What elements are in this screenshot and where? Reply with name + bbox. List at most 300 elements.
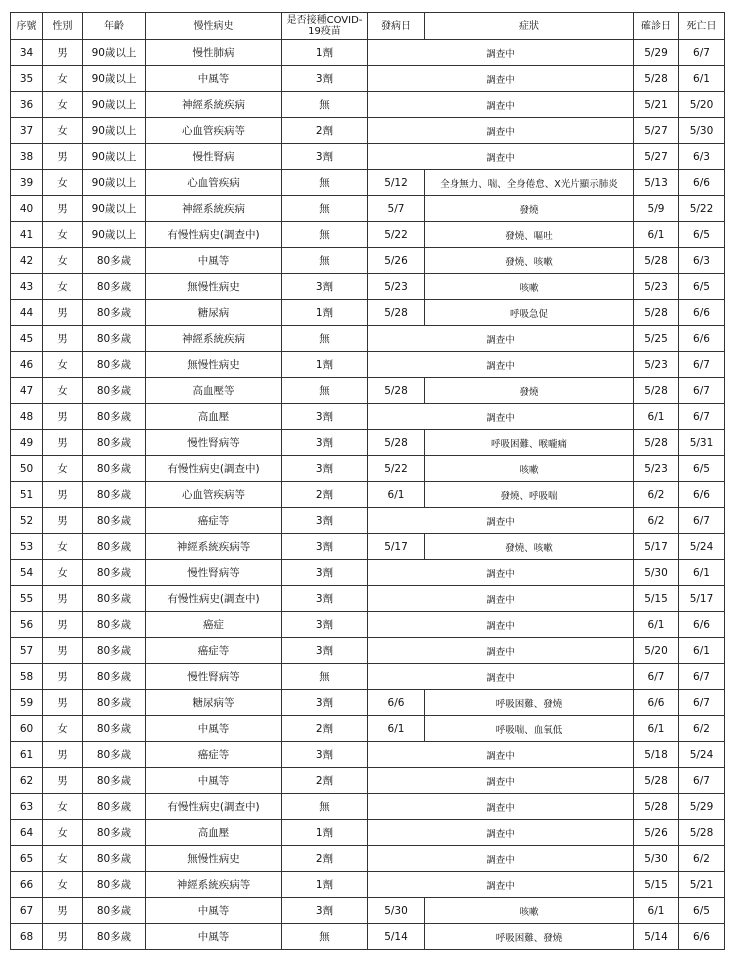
cell-sex: 女 <box>43 378 83 404</box>
cell-age: 80多歲 <box>83 534 146 560</box>
cell-death-date: 6/6 <box>679 924 725 950</box>
table-row <box>11 40 725 66</box>
cell-vaccine: 無 <box>282 664 368 690</box>
cell-symptoms: 發燒、呼吸喘 <box>425 482 634 508</box>
cell-chronic-history: 糖尿病等 <box>146 690 282 716</box>
table-row <box>11 196 725 222</box>
cell-symptoms: 咳嗽 <box>425 274 634 300</box>
table-row <box>11 534 725 560</box>
cell-symptoms: 呼吸困難、喉嚨痛 <box>425 430 634 456</box>
cell-chronic-history: 有慢性病史(調查中) <box>146 586 282 612</box>
cell-sex: 女 <box>43 352 83 378</box>
cell-age: 90歲以上 <box>83 40 146 66</box>
cell-id: 41 <box>11 222 43 248</box>
cell-vaccine: 3劑 <box>282 560 368 586</box>
cell-symptoms: 調查中 <box>368 560 634 586</box>
cell-chronic-history: 中風等 <box>146 768 282 794</box>
table-row <box>11 66 725 92</box>
table-row <box>11 690 725 716</box>
cell-age: 80多歲 <box>83 638 146 664</box>
cell-age: 80多歲 <box>83 716 146 742</box>
cell-age: 80多歲 <box>83 742 146 768</box>
cell-vaccine: 無 <box>282 170 368 196</box>
cell-id: 62 <box>11 768 43 794</box>
cell-age: 80多歲 <box>83 898 146 924</box>
cell-diagnosis-date: 5/13 <box>634 170 679 196</box>
cell-death-date: 6/7 <box>679 664 725 690</box>
cell-death-date: 6/7 <box>679 40 725 66</box>
cell-id: 57 <box>11 638 43 664</box>
table-row <box>11 612 725 638</box>
cell-onset-date: 5/22 <box>368 456 425 482</box>
cell-symptoms: 咳嗽 <box>425 898 634 924</box>
cell-sex: 女 <box>43 534 83 560</box>
cell-symptoms: 發燒、嘔吐 <box>425 222 634 248</box>
cell-symptoms: 調查中 <box>368 820 634 846</box>
cell-id: 44 <box>11 300 43 326</box>
cell-age: 80多歲 <box>83 456 146 482</box>
death-cases-table <box>10 12 725 950</box>
cell-age: 90歲以上 <box>83 66 146 92</box>
cell-sex: 女 <box>43 118 83 144</box>
header-death-date: 死亡日 <box>679 13 725 40</box>
cell-diagnosis-date: 5/27 <box>634 118 679 144</box>
table-row <box>11 586 725 612</box>
cell-id: 36 <box>11 92 43 118</box>
cell-chronic-history: 無慢性病史 <box>146 846 282 872</box>
cell-sex: 女 <box>43 846 83 872</box>
cell-sex: 女 <box>43 560 83 586</box>
cell-id: 40 <box>11 196 43 222</box>
cell-symptoms: 發燒 <box>425 196 634 222</box>
cell-id: 55 <box>11 586 43 612</box>
cell-death-date: 6/7 <box>679 352 725 378</box>
table-row <box>11 248 725 274</box>
cell-age: 80多歲 <box>83 664 146 690</box>
cell-chronic-history: 慢性腎病等 <box>146 664 282 690</box>
cell-symptoms: 調查中 <box>368 326 634 352</box>
cell-vaccine: 3劑 <box>282 638 368 664</box>
table-row <box>11 274 725 300</box>
cell-chronic-history: 神經系統疾病 <box>146 196 282 222</box>
cell-death-date: 5/22 <box>679 196 725 222</box>
cell-vaccine: 無 <box>282 196 368 222</box>
table-row <box>11 742 725 768</box>
cell-sex: 男 <box>43 612 83 638</box>
table-body <box>11 40 725 950</box>
cell-vaccine: 3劑 <box>282 612 368 638</box>
cell-sex: 女 <box>43 872 83 898</box>
cell-vaccine: 無 <box>282 794 368 820</box>
cell-vaccine: 2劑 <box>282 846 368 872</box>
cell-death-date: 6/3 <box>679 248 725 274</box>
cell-vaccine: 1劑 <box>282 40 368 66</box>
table-row <box>11 508 725 534</box>
cell-onset-date: 5/7 <box>368 196 425 222</box>
cell-age: 80多歲 <box>83 612 146 638</box>
cell-age: 90歲以上 <box>83 222 146 248</box>
cell-id: 34 <box>11 40 43 66</box>
cell-vaccine: 3劑 <box>282 508 368 534</box>
cell-id: 47 <box>11 378 43 404</box>
cell-diagnosis-date: 6/1 <box>634 404 679 430</box>
cell-onset-date: 5/26 <box>368 248 425 274</box>
cell-diagnosis-date: 6/1 <box>634 898 679 924</box>
cell-vaccine: 2劑 <box>282 482 368 508</box>
cell-onset-date: 5/28 <box>368 378 425 404</box>
cell-id: 68 <box>11 924 43 950</box>
cell-age: 90歲以上 <box>83 144 146 170</box>
cell-death-date: 6/6 <box>679 326 725 352</box>
cell-death-date: 6/3 <box>679 144 725 170</box>
cell-sex: 男 <box>43 404 83 430</box>
cell-diagnosis-date: 5/28 <box>634 66 679 92</box>
cell-death-date: 5/31 <box>679 430 725 456</box>
cell-age: 80多歲 <box>83 586 146 612</box>
cell-symptoms: 調查中 <box>368 508 634 534</box>
cell-age: 80多歲 <box>83 872 146 898</box>
cell-onset-date: 5/14 <box>368 924 425 950</box>
table-row <box>11 378 725 404</box>
cell-diagnosis-date: 6/2 <box>634 482 679 508</box>
cell-age: 80多歲 <box>83 924 146 950</box>
cell-diagnosis-date: 5/23 <box>634 456 679 482</box>
table-row <box>11 144 725 170</box>
cell-id: 65 <box>11 846 43 872</box>
cell-diagnosis-date: 6/7 <box>634 664 679 690</box>
cell-death-date: 6/7 <box>679 378 725 404</box>
cell-vaccine: 3劑 <box>282 430 368 456</box>
cell-diagnosis-date: 5/28 <box>634 794 679 820</box>
table-row <box>11 794 725 820</box>
cell-symptoms: 調查中 <box>368 404 634 430</box>
table-row <box>11 846 725 872</box>
cell-death-date: 5/28 <box>679 820 725 846</box>
cell-age: 80多歲 <box>83 404 146 430</box>
cell-chronic-history: 神經系統疾病 <box>146 326 282 352</box>
cell-vaccine: 3劑 <box>282 898 368 924</box>
cell-sex: 男 <box>43 924 83 950</box>
cell-chronic-history: 慢性肺病 <box>146 40 282 66</box>
cell-id: 39 <box>11 170 43 196</box>
table-row <box>11 222 725 248</box>
cell-vaccine: 3劑 <box>282 274 368 300</box>
cell-onset-date: 6/6 <box>368 690 425 716</box>
table-row <box>11 872 725 898</box>
cell-age: 80多歲 <box>83 560 146 586</box>
table-row <box>11 456 725 482</box>
cell-vaccine: 無 <box>282 222 368 248</box>
cell-sex: 男 <box>43 898 83 924</box>
cell-death-date: 6/6 <box>679 612 725 638</box>
cell-sex: 男 <box>43 768 83 794</box>
cell-death-date: 6/1 <box>679 560 725 586</box>
cell-diagnosis-date: 5/14 <box>634 924 679 950</box>
cell-diagnosis-date: 5/30 <box>634 560 679 586</box>
header-diagnosis-date: 確診日 <box>634 13 679 40</box>
cell-sex: 女 <box>43 92 83 118</box>
cell-symptoms: 調查中 <box>368 742 634 768</box>
cell-symptoms: 調查中 <box>368 66 634 92</box>
cell-symptoms: 調查中 <box>368 118 634 144</box>
cell-sex: 女 <box>43 794 83 820</box>
cell-chronic-history: 中風等 <box>146 66 282 92</box>
cell-id: 51 <box>11 482 43 508</box>
cell-death-date: 6/5 <box>679 222 725 248</box>
cell-age: 80多歲 <box>83 820 146 846</box>
cell-diagnosis-date: 5/9 <box>634 196 679 222</box>
cell-sex: 女 <box>43 248 83 274</box>
cell-id: 63 <box>11 794 43 820</box>
cell-diagnosis-date: 5/20 <box>634 638 679 664</box>
cell-death-date: 5/21 <box>679 872 725 898</box>
cell-sex: 男 <box>43 40 83 66</box>
cell-sex: 男 <box>43 300 83 326</box>
cell-vaccine: 1劑 <box>282 820 368 846</box>
cell-chronic-history: 中風等 <box>146 924 282 950</box>
cell-age: 80多歲 <box>83 326 146 352</box>
cell-symptoms: 調查中 <box>368 638 634 664</box>
cell-symptoms: 發燒、咳嗽 <box>425 534 634 560</box>
cell-vaccine: 無 <box>282 248 368 274</box>
cell-chronic-history: 有慢性病史(調查中) <box>146 794 282 820</box>
cell-id: 54 <box>11 560 43 586</box>
cell-symptoms: 調查中 <box>368 794 634 820</box>
cell-death-date: 6/1 <box>679 66 725 92</box>
cell-chronic-history: 癌症等 <box>146 742 282 768</box>
cell-death-date: 5/29 <box>679 794 725 820</box>
cell-sex: 男 <box>43 664 83 690</box>
cell-symptoms: 調查中 <box>368 664 634 690</box>
cell-vaccine: 無 <box>282 326 368 352</box>
header-symptoms: 症狀 <box>425 13 634 40</box>
cell-sex: 男 <box>43 144 83 170</box>
cell-symptoms: 調查中 <box>368 586 634 612</box>
cell-death-date: 6/5 <box>679 898 725 924</box>
cell-diagnosis-date: 5/27 <box>634 144 679 170</box>
cell-diagnosis-date: 5/15 <box>634 586 679 612</box>
cell-sex: 男 <box>43 742 83 768</box>
cell-vaccine: 無 <box>282 92 368 118</box>
cell-vaccine: 1劑 <box>282 300 368 326</box>
cell-sex: 女 <box>43 820 83 846</box>
cell-diagnosis-date: 5/30 <box>634 846 679 872</box>
cell-death-date: 6/5 <box>679 274 725 300</box>
cell-vaccine: 3劑 <box>282 586 368 612</box>
table-row <box>11 430 725 456</box>
cell-age: 80多歲 <box>83 690 146 716</box>
table-row <box>11 898 725 924</box>
cell-diagnosis-date: 5/28 <box>634 248 679 274</box>
cell-sex: 男 <box>43 482 83 508</box>
cell-age: 90歲以上 <box>83 170 146 196</box>
cell-id: 35 <box>11 66 43 92</box>
cell-chronic-history: 有慢性病史(調查中) <box>146 222 282 248</box>
cell-id: 43 <box>11 274 43 300</box>
cell-age: 80多歲 <box>83 482 146 508</box>
cell-vaccine: 2劑 <box>282 768 368 794</box>
cell-death-date: 6/5 <box>679 456 725 482</box>
cell-chronic-history: 中風等 <box>146 898 282 924</box>
cell-age: 80多歲 <box>83 248 146 274</box>
cell-death-date: 6/1 <box>679 638 725 664</box>
header-sex: 性別 <box>43 13 83 40</box>
header-chronic-history: 慢性病史 <box>146 13 282 40</box>
table-header-row <box>11 13 725 40</box>
cell-onset-date: 5/28 <box>368 430 425 456</box>
cell-death-date: 5/30 <box>679 118 725 144</box>
table-row <box>11 300 725 326</box>
header-id: 序號 <box>11 13 43 40</box>
cell-sex: 男 <box>43 326 83 352</box>
cell-diagnosis-date: 6/2 <box>634 508 679 534</box>
table-row <box>11 92 725 118</box>
table-row <box>11 482 725 508</box>
cell-vaccine: 3劑 <box>282 66 368 92</box>
cell-chronic-history: 癌症等 <box>146 508 282 534</box>
cell-symptoms: 發燒、咳嗽 <box>425 248 634 274</box>
cell-onset-date: 5/17 <box>368 534 425 560</box>
cell-symptoms: 呼吸急促 <box>425 300 634 326</box>
cell-age: 80多歲 <box>83 300 146 326</box>
cell-age: 80多歲 <box>83 430 146 456</box>
cell-age: 80多歲 <box>83 768 146 794</box>
cell-age: 90歲以上 <box>83 196 146 222</box>
cell-symptoms: 呼吸困難、發燒 <box>425 690 634 716</box>
cell-id: 59 <box>11 690 43 716</box>
cell-symptoms: 全身無力、喘、全身倦怠、X光片顯示肺炎 <box>425 170 634 196</box>
cell-id: 66 <box>11 872 43 898</box>
cell-chronic-history: 無慢性病史 <box>146 352 282 378</box>
cell-death-date: 6/6 <box>679 170 725 196</box>
cell-diagnosis-date: 5/21 <box>634 92 679 118</box>
cell-vaccine: 無 <box>282 924 368 950</box>
cell-chronic-history: 神經系統疾病等 <box>146 872 282 898</box>
cell-vaccine: 3劑 <box>282 144 368 170</box>
cell-onset-date: 5/30 <box>368 898 425 924</box>
table-row <box>11 768 725 794</box>
cell-id: 49 <box>11 430 43 456</box>
cell-onset-date: 5/12 <box>368 170 425 196</box>
cell-chronic-history: 有慢性病史(調查中) <box>146 456 282 482</box>
cell-diagnosis-date: 6/6 <box>634 690 679 716</box>
table-row <box>11 664 725 690</box>
cell-chronic-history: 心血管疾病等 <box>146 118 282 144</box>
cell-chronic-history: 糖尿病 <box>146 300 282 326</box>
cell-symptoms: 呼吸困難、發燒 <box>425 924 634 950</box>
cell-chronic-history: 神經系統疾病 <box>146 92 282 118</box>
table-row <box>11 118 725 144</box>
cell-age: 80多歲 <box>83 378 146 404</box>
cell-symptoms: 調查中 <box>368 872 634 898</box>
cell-chronic-history: 心血管疾病等 <box>146 482 282 508</box>
cell-sex: 女 <box>43 170 83 196</box>
table-row <box>11 352 725 378</box>
header-age: 年齡 <box>83 13 146 40</box>
cell-chronic-history: 中風等 <box>146 248 282 274</box>
cell-symptoms: 調查中 <box>368 846 634 872</box>
cell-onset-date: 6/1 <box>368 716 425 742</box>
cell-symptoms: 調查中 <box>368 768 634 794</box>
cell-diagnosis-date: 5/23 <box>634 274 679 300</box>
cell-chronic-history: 慢性腎病等 <box>146 430 282 456</box>
cell-id: 37 <box>11 118 43 144</box>
cell-diagnosis-date: 5/28 <box>634 430 679 456</box>
table-row <box>11 326 725 352</box>
cell-diagnosis-date: 5/25 <box>634 326 679 352</box>
cell-death-date: 5/24 <box>679 534 725 560</box>
cell-diagnosis-date: 6/1 <box>634 716 679 742</box>
cell-vaccine: 1劑 <box>282 872 368 898</box>
cell-chronic-history: 高血壓等 <box>146 378 282 404</box>
cell-id: 50 <box>11 456 43 482</box>
cell-chronic-history: 癌症 <box>146 612 282 638</box>
cell-death-date: 5/24 <box>679 742 725 768</box>
cell-chronic-history: 慢性腎病等 <box>146 560 282 586</box>
cell-onset-date: 5/22 <box>368 222 425 248</box>
cell-diagnosis-date: 5/23 <box>634 352 679 378</box>
cell-sex: 女 <box>43 716 83 742</box>
cell-death-date: 6/2 <box>679 846 725 872</box>
cell-diagnosis-date: 6/1 <box>634 222 679 248</box>
cell-sex: 女 <box>43 66 83 92</box>
cell-chronic-history: 心血管疾病 <box>146 170 282 196</box>
cell-id: 45 <box>11 326 43 352</box>
cell-chronic-history: 慢性腎病 <box>146 144 282 170</box>
cell-id: 53 <box>11 534 43 560</box>
cell-death-date: 6/7 <box>679 508 725 534</box>
cell-id: 58 <box>11 664 43 690</box>
cell-sex: 女 <box>43 456 83 482</box>
cell-sex: 男 <box>43 430 83 456</box>
cell-age: 80多歲 <box>83 794 146 820</box>
cell-id: 67 <box>11 898 43 924</box>
cell-chronic-history: 神經系統疾病等 <box>146 534 282 560</box>
cell-id: 56 <box>11 612 43 638</box>
table-row <box>11 404 725 430</box>
cell-vaccine: 2劑 <box>282 716 368 742</box>
table-row <box>11 170 725 196</box>
cell-onset-date: 6/1 <box>368 482 425 508</box>
cell-symptoms: 發燒 <box>425 378 634 404</box>
cell-death-date: 6/7 <box>679 768 725 794</box>
cell-age: 80多歲 <box>83 274 146 300</box>
cell-diagnosis-date: 5/28 <box>634 768 679 794</box>
cell-diagnosis-date: 5/17 <box>634 534 679 560</box>
cell-sex: 男 <box>43 690 83 716</box>
cell-symptoms: 調查中 <box>368 144 634 170</box>
cell-id: 61 <box>11 742 43 768</box>
cell-id: 46 <box>11 352 43 378</box>
table-row <box>11 716 725 742</box>
cell-diagnosis-date: 5/26 <box>634 820 679 846</box>
cell-vaccine: 3劑 <box>282 742 368 768</box>
cell-death-date: 6/6 <box>679 300 725 326</box>
cell-death-date: 5/20 <box>679 92 725 118</box>
table-row <box>11 924 725 950</box>
cell-diagnosis-date: 5/28 <box>634 378 679 404</box>
cell-death-date: 6/7 <box>679 690 725 716</box>
cell-symptoms: 呼吸喘、血氧低 <box>425 716 634 742</box>
cell-id: 42 <box>11 248 43 274</box>
cell-age: 80多歲 <box>83 508 146 534</box>
cell-symptoms: 調查中 <box>368 612 634 638</box>
cell-vaccine: 3劑 <box>282 534 368 560</box>
cell-id: 38 <box>11 144 43 170</box>
cell-diagnosis-date: 5/15 <box>634 872 679 898</box>
header-vaccine: 是否接種COVID-19疫苗 <box>282 13 368 40</box>
cell-sex: 女 <box>43 222 83 248</box>
